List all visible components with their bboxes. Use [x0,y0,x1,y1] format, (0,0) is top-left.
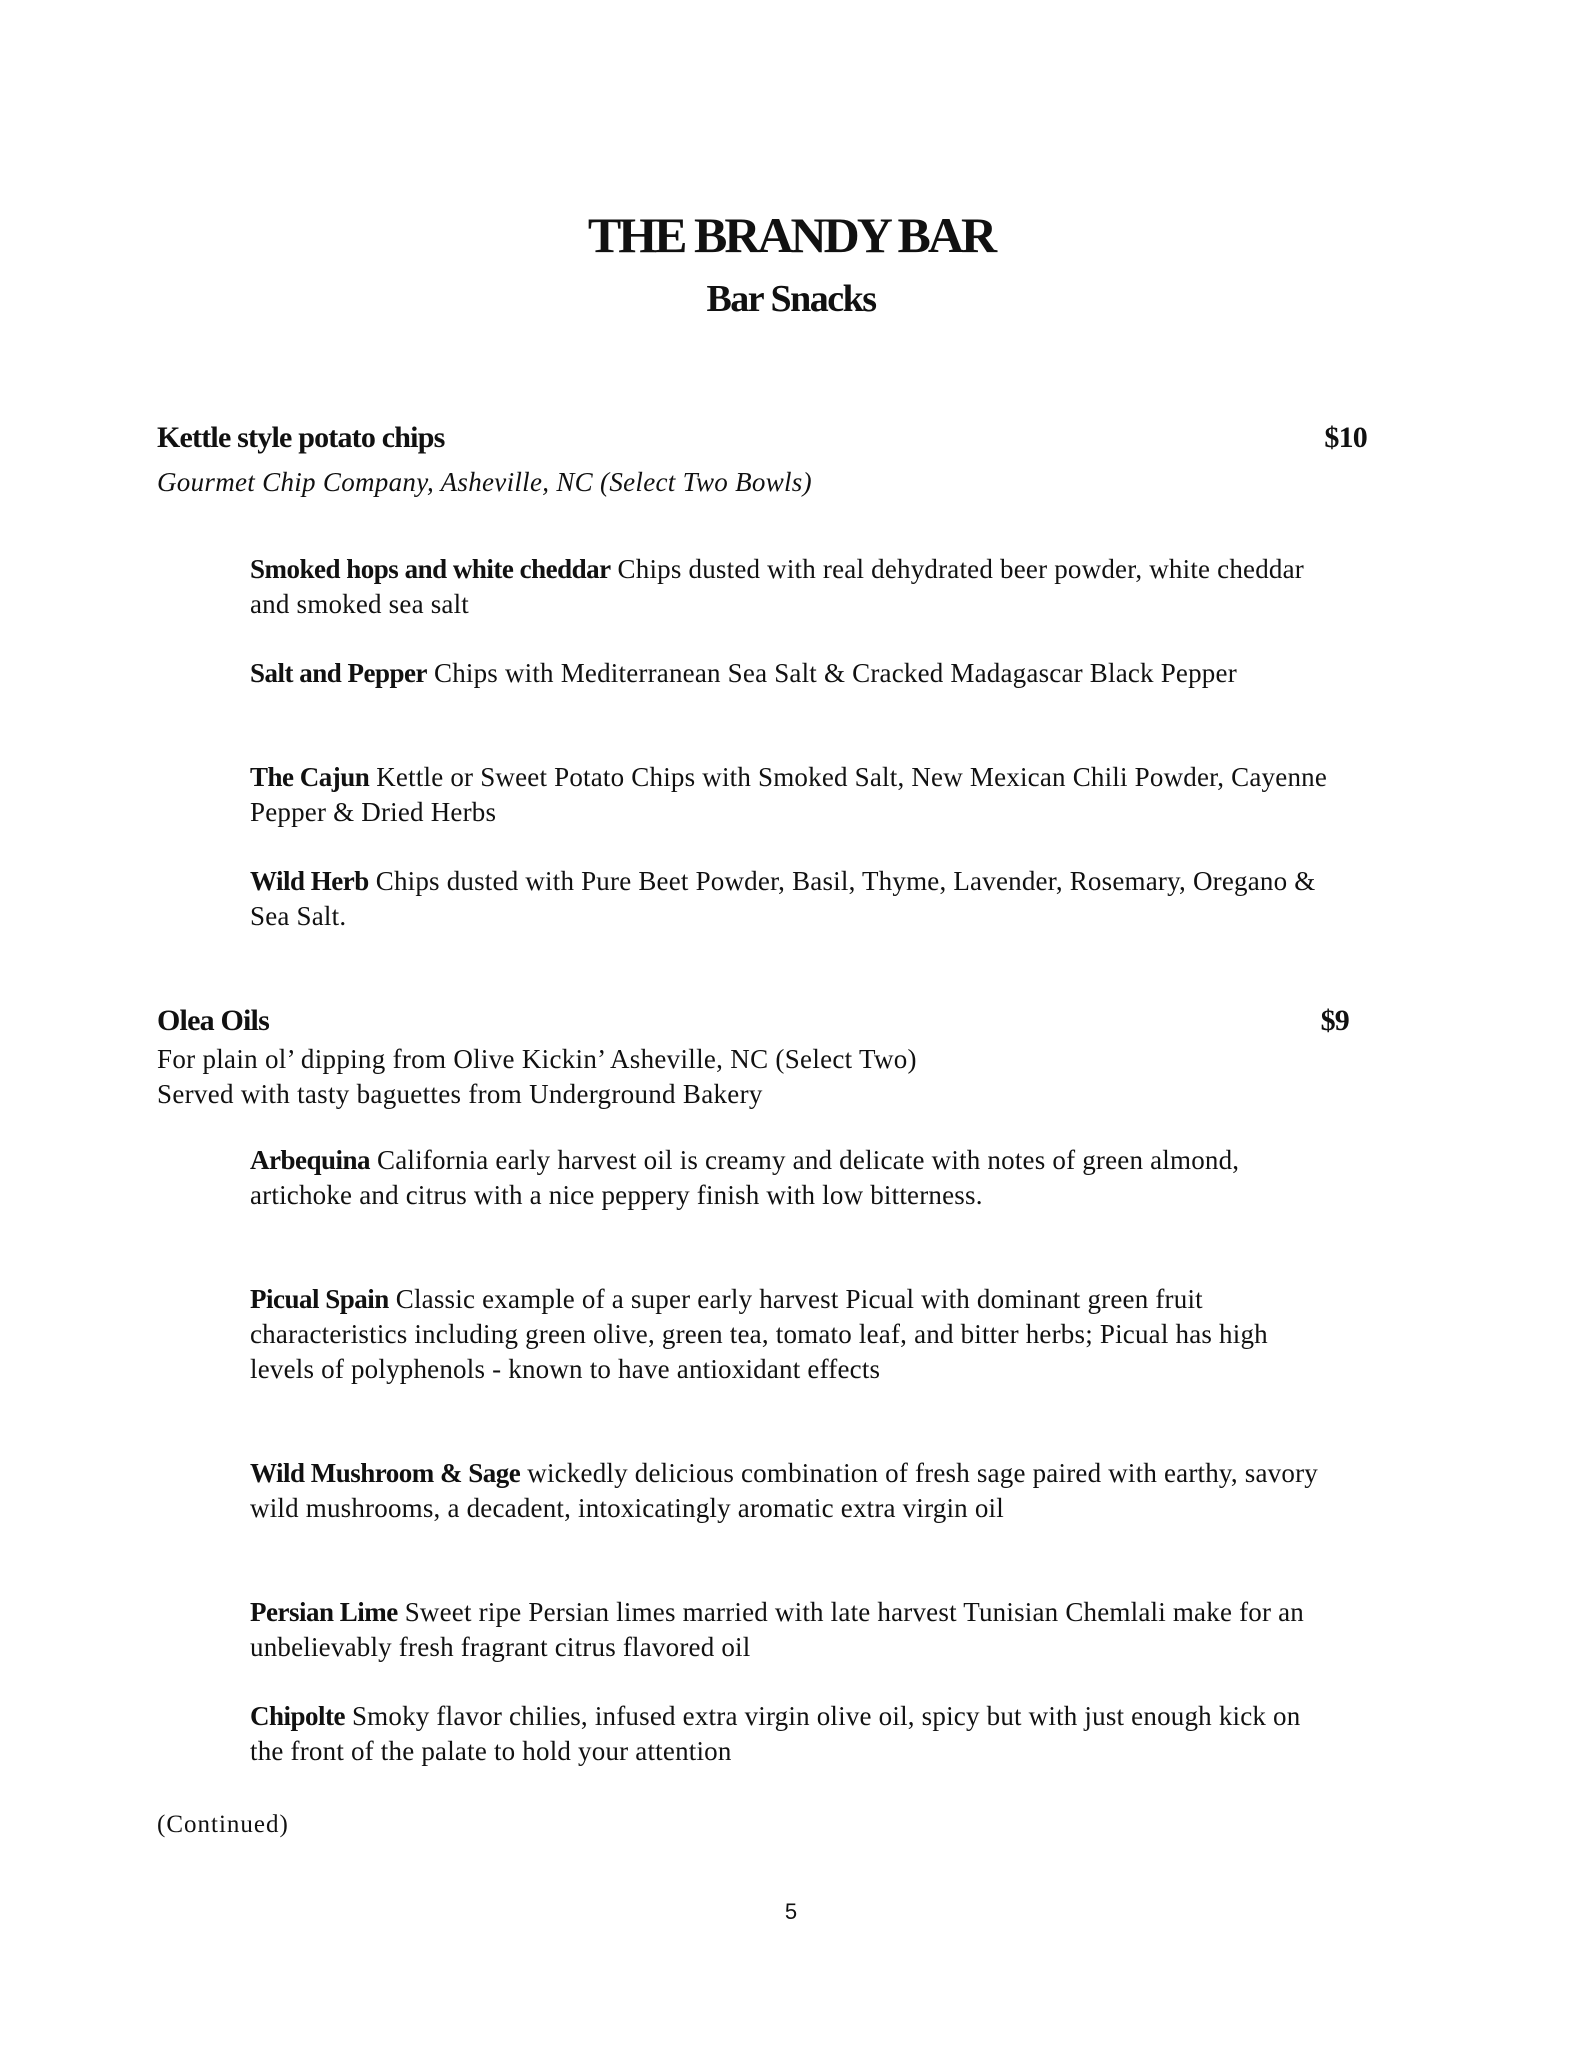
menu-item-description: Chips with Mediterranean Sea Salt & Cracked Madagascar Black Pepper [433,658,1237,688]
section-name: Olea Oils [157,1004,269,1037]
menu-item-description: wickedly delicious combination of fresh sage paired with earthy, savory wild mushrooms, a decadent, intoxicatingly aromatic extra virgin oil [250,1458,1318,1523]
menu-item-description: Kettle or Sweet Potato Chips with Smoked Salt, New Mexican Chili Powder, Cayenne Pepper & Dried Herbs [250,762,1328,827]
menu-item [250,1595,1330,1665]
section-note: Served with tasty baguettes from Underground Bakery [157,1079,763,1109]
section-price: $10 [1324,421,1367,454]
menu-item [250,1699,1330,1769]
menu-item-name: Persian Lime [250,1597,398,1627]
menu-item-name: Chipolte [250,1701,346,1731]
menu-item-name: Arbequina [250,1145,371,1175]
menu-item [250,760,1330,830]
menu-item [250,1282,1330,1387]
menu-item-description: California early harvest oil is creamy and delicate with notes of green almond, artichoke and citrus with a nice peppery finish with low bitterness. [250,1145,1240,1210]
section-heading-kettle-chips [157,420,1367,456]
menu-item-description: Chips dusted with real dehydrated beer powder, white cheddar and smoked sea salt [250,554,1304,619]
menu-item [250,1143,1330,1213]
menu-item-name: The Cajun [250,762,370,792]
menu-item-name: Smoked hops and white cheddar [250,554,611,584]
menu-item [250,656,1330,691]
page-number: 5 [784,1899,798,1924]
menu-item-description: Smoky flavor chilies, infused extra virgin olive oil, spicy but with just enough kick on the front of the palate to hold your attention [250,1701,1301,1766]
section-note: Gourmet Chip Company, Asheville, NC (Select Two Bowls) [157,467,812,497]
menu-item-name: Salt and Pepper [250,658,428,688]
menu-item-description: Chips dusted with Pure Beet Powder, Basil, Thyme, Lavender, Rosemary, Oregano & Sea Salt. [250,866,1316,931]
section-name: Kettle style potato chips [157,421,445,454]
menu-item-description: Classic example of a super early harvest Picual with dominant green fruit characteristics including green olive, green tea, tomato leaf, and bitter herbs; Picual has high levels of polyphenols - known to have antioxidant effects [250,1284,1268,1384]
section-note: For plain ol’ dipping from Olive Kickin’ Asheville, NC (Select Two) [157,1044,917,1074]
menu-item-name: Wild Herb [250,866,369,896]
section-price: $9 [1320,1004,1349,1037]
page-subtitle: Bar Snacks [706,278,876,320]
continued-note: (Continued) [157,1811,289,1838]
menu-item [250,552,1330,622]
section-heading-olea-oils [157,1003,1349,1039]
menu-item [250,1456,1330,1526]
menu-item-name: Wild Mushroom & Sage [250,1458,521,1488]
menu-item [250,864,1330,934]
menu-item-name: Picual Spain [250,1284,389,1314]
menu-item-description: Sweet ripe Persian limes married with late harvest Tunisian Chemlali make for an unbelievably fresh fragrant citrus flavored oil [250,1597,1304,1662]
page-title: THE BRANDY BAR [587,207,995,263]
